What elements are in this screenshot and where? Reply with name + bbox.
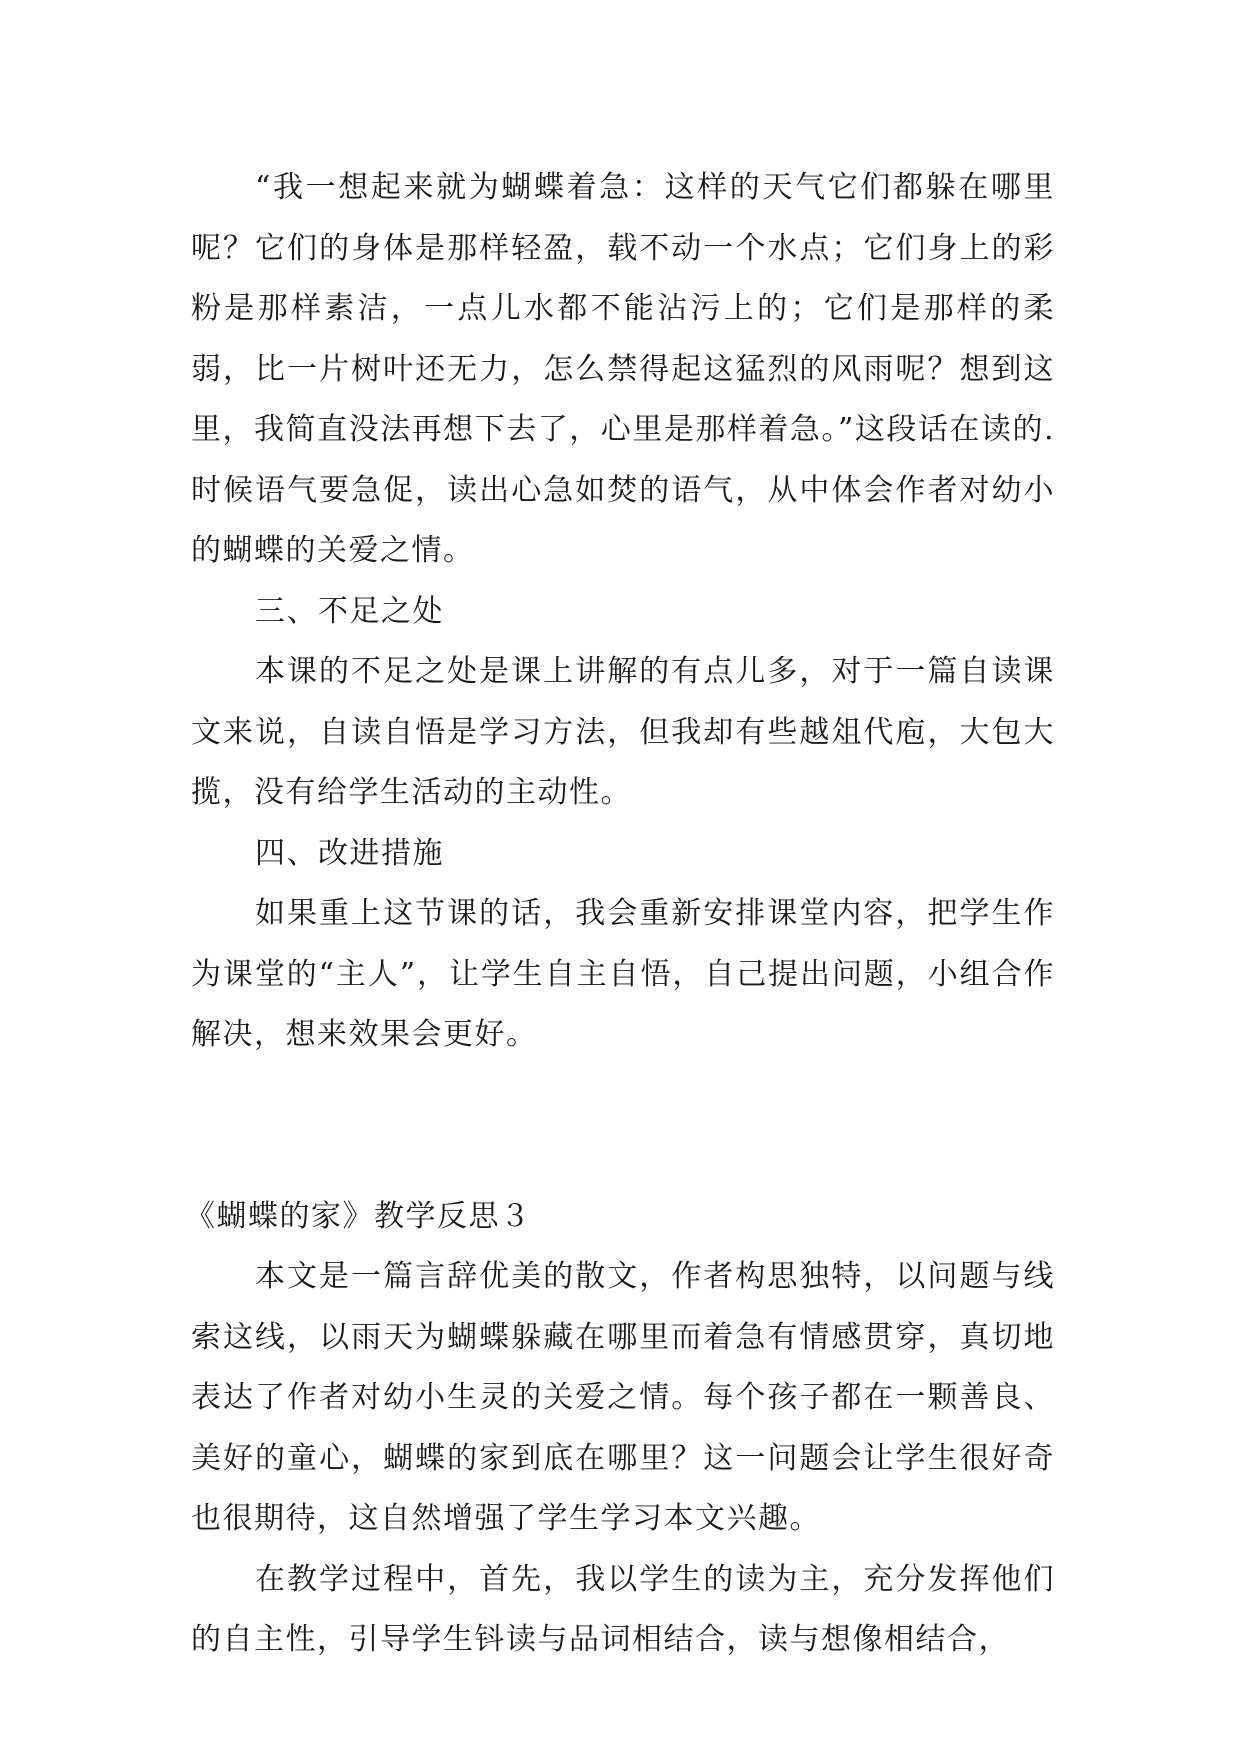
paragraph-improvements: 如果重上这节课的话，我会重新安排课堂内容，把学生作为课堂的“主人”，让学生自主自悟，自己提出问题，小组合作解决，想来效果会更好。 <box>191 896 1055 1052</box>
paragraph-intro: 本文是一篇言辞优美的散文，作者构思独特，以问题与线索这线，以雨天为蝴蝶躲藏在哪里而着急有情感贯穿，真切地表达了作者对幼小生灵的关爱之情。每个孩子都在一颗善良、美好的童心，蝴蝶的家到底在哪里？这一问题会让学生很好奇也很期待，这自然增强了学生学习本文兴趣。 <box>191 1259 1055 1536</box>
document-body <box>185 158 1055 1671</box>
paragraph-teaching-process: 在教学过程中，首先，我以学生的读为主，充分发挥他们的自主性，引导学生钭读与品词相结合，读与想像相结合， <box>191 1561 1055 1657</box>
paragraph-butterfly-quote: “我一想起来就为蝴蝶着急：这样的天气它们都躲在哪里呢？它们的身体是那样轻盈，载不动一个水点；它们身上的彩粉是那样素洁，一点儿水都不能沾污上的；它们是那样的柔弱，比一片树叶还无力，怎么禁得起这猛烈的风雨呢？想到这里，我简直没法再想下去了，心里是那样着急。”这段话在读的.时候语气要急促，读出心急如焚的语气，从中体会作者对幼小的蝴蝶的关爱之情。 <box>191 170 1055 568</box>
section-heading-shortcomings: 三、不足之处 <box>255 593 444 629</box>
section-heading-improvements: 四、改进措施 <box>255 835 444 871</box>
paragraph-shortcomings: 本课的不足之处是课上讲解的有点儿多，对于一篇自读课文来说，自读自悟是学习方法，但我却有些越俎代庖，大包大揽，没有给学生活动的主动性。 <box>191 654 1055 810</box>
document-title: 《蝴蝶的家》教学反思３ <box>185 1198 532 1234</box>
section-gap <box>191 1066 1055 1187</box>
